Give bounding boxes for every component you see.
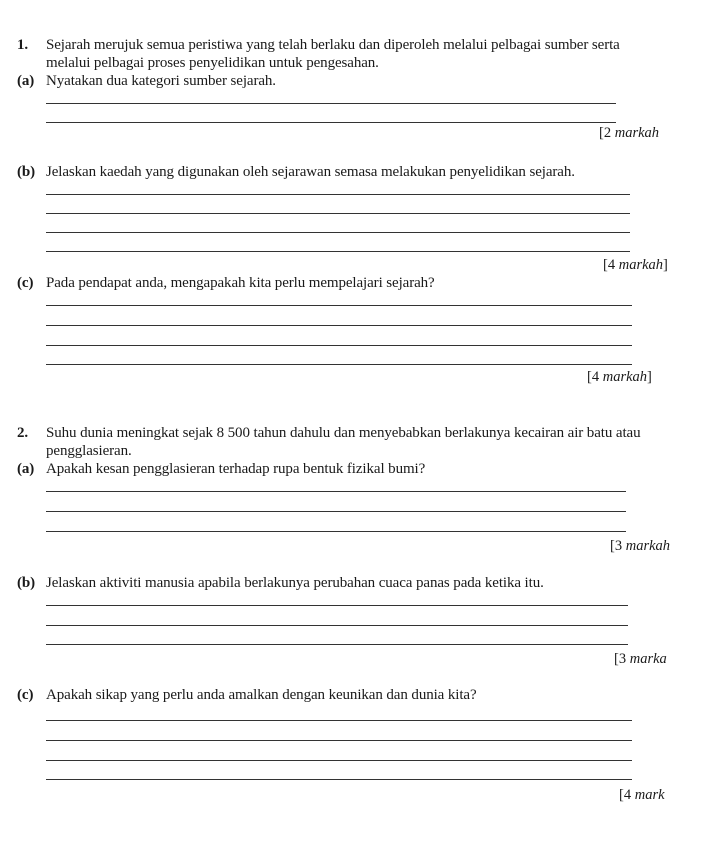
q1b-answer-line-2[interactable] xyxy=(46,213,630,214)
q1-stem-line2: melalui pelbagai proses penyelidikan untuk pengesahan. xyxy=(46,55,379,71)
q1b-marks: [4 markah] xyxy=(603,257,668,273)
q2c-answer-line-3[interactable] xyxy=(46,760,632,761)
q1-stem-line1: Sejarah merujuk semua peristiwa yang telah berlaku dan diperoleh melalui pelbagai sumber serta xyxy=(46,37,620,53)
q1a-answer-line-2[interactable] xyxy=(46,122,616,123)
q2b-marks: [3 marka xyxy=(614,651,667,667)
q1-number: 1. xyxy=(17,37,29,53)
q1c-answer-line-3[interactable] xyxy=(46,345,632,346)
q1b-label: (b) xyxy=(17,164,36,180)
q2c-label: (c) xyxy=(17,687,34,703)
q2a-answer-line-1[interactable] xyxy=(46,491,626,492)
q1a-question: Nyatakan dua kategori sumber sejarah. xyxy=(46,73,276,89)
q2-stem-line1: Suhu dunia meningkat sejak 8 500 tahun dahulu dan menyebabkan berlakunya kecairan air batu atau xyxy=(46,425,641,441)
q1b-answer-line-1[interactable] xyxy=(46,194,630,195)
q1b-answer-line-4[interactable] xyxy=(46,251,630,252)
q2b-question: Jelaskan aktiviti manusia apabila berlakunya perubahan cuaca panas pada ketika itu. xyxy=(46,575,544,591)
q2-stem-line2: pengglasieran. xyxy=(46,443,132,459)
q2c-answer-line-2[interactable] xyxy=(46,740,632,741)
q2b-label: (b) xyxy=(17,575,36,591)
q2a-answer-line-3[interactable] xyxy=(46,531,626,532)
q2c-answer-line-1[interactable] xyxy=(46,720,632,721)
q2c-answer-line-4[interactable] xyxy=(46,779,632,780)
q2c-question: Apakah sikap yang perlu anda amalkan dengan keunikan dan dunia kita? xyxy=(46,687,477,703)
q1a-marks: [2 markah xyxy=(599,125,660,141)
q2a-label: (a) xyxy=(17,461,35,477)
q1c-answer-line-1[interactable] xyxy=(46,305,632,306)
q1b-question: Jelaskan kaedah yang digunakan oleh sejarawan semasa melakukan penyelidikan sejarah. xyxy=(46,164,575,180)
q2-number: 2. xyxy=(17,425,29,441)
q2b-answer-line-2[interactable] xyxy=(46,625,628,626)
q1a-label: (a) xyxy=(17,73,35,89)
q2c-marks: [4 mark xyxy=(619,787,665,803)
q1c-question: Pada pendapat anda, mengapakah kita perlu mempelajari sejarah? xyxy=(46,275,435,291)
q2a-marks: [3 markah xyxy=(610,538,671,554)
q1b-answer-line-3[interactable] xyxy=(46,232,630,233)
q2a-question: Apakah kesan pengglasieran terhadap rupa bentuk fizikal bumi? xyxy=(46,461,426,477)
q2a-answer-line-2[interactable] xyxy=(46,511,626,512)
q1c-answer-line-4[interactable] xyxy=(46,364,632,365)
q2b-answer-line-3[interactable] xyxy=(46,644,628,645)
q1a-answer-line-1[interactable] xyxy=(46,103,616,104)
q1c-marks: [4 markah] xyxy=(587,369,652,385)
q1c-answer-line-2[interactable] xyxy=(46,325,632,326)
q2b-answer-line-1[interactable] xyxy=(46,605,628,606)
q1c-label: (c) xyxy=(17,275,34,291)
